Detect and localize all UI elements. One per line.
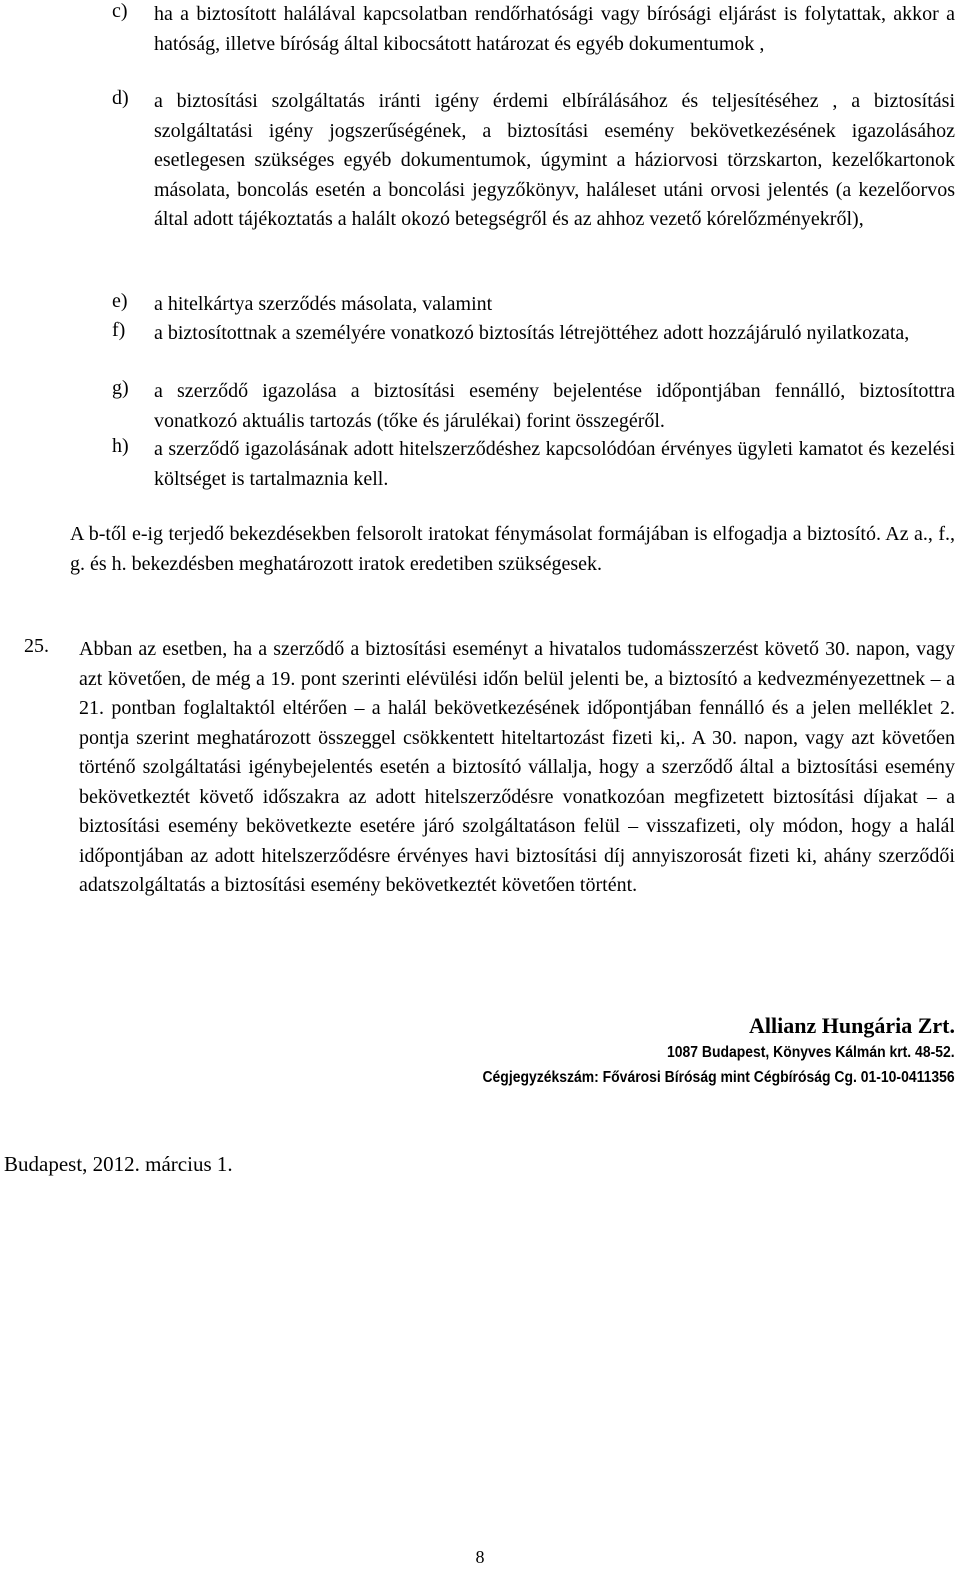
company-name: Allianz Hungária Zrt. [749,1013,955,1038]
list-marker: c) [112,0,128,22]
page-number: 8 [475,1547,485,1567]
list-item-text: a biztosítási szolgáltatás iránti igény érdemi elbírálásához és teljesítéséhez , a biztosítási szolgáltatási igény jogszerűségének, a biztosítási esemény bekövetkezésének igazolásához esetlegesen szükséges egyéb dokumentumok, úgymint a háziorvosi törzskarton, kezelőkartonok másolata, boncolás esetén a boncolási jegyzőkönyv, haláleset utáni orvosi jelentés (a kezelőorvos által adott tájékoztatás a halált okozó betegségről és az ahhoz vezető kórelőzményekről), [154,90,955,230]
list-marker: e) [112,290,128,312]
list-marker: f) [112,319,126,341]
list-item-text: a szerződő igazolása a biztosítási esemény bejelentése időpontjában fennálló, biztosítottra vonatkozó aktuális tartozás (tőke és járulékai) forint összegéről. [154,380,955,432]
list-item-text: ha a biztosított halálával kapcsolatban rendőrhatósági vagy bírósági eljárást is folytattak, akkor a hatóság, illetve bíróság által kibocsátott határozat és egyéb dokumentumok , [154,3,955,55]
copy-acceptance-note: A b-től e-ig terjedő bekezdésekben felsorolt iratokat fénymásolat formájában is elfogadja a biztosító. Az a., f., g. és h. bekezdésben meghatározott iratok eredetiben szükségesek. [70,523,955,575]
list-marker: h) [112,435,129,457]
list-item-text: a szerződő igazolásának adott hitelszerződéshez kapcsolódóan érvényes ügyleti kamatot és kezelési költséget is tartalmaznia kell. [154,438,955,490]
company-address: 1087 Budapest, Könyves Kálmán krt. 48-52. [667,1044,955,1061]
list-item-text: a biztosítottnak a személyére vonatkozó biztosítás létrejöttéhez adott hozzájáruló nyilatkozata, [154,322,910,344]
list-marker: d) [112,87,129,109]
section-text: Abban az esetben, ha a szerződő a biztosítási eseményt a hivatalos tudomásszerzést követő 30. napon, vagy azt követően, de még a 19. pont szerinti elévülési időn belül jelenti be, a biztosító a kedvezményezettnek – a 21. pontban foglaltaktól eltérően – a halál bekövetkezésének időpontjában fennálló és a jelen melléklet 2. pontja szerint meghatározott összeggel csökkentett hiteltartozást fizeti ki,. A 30. napon, vagy azt követően történő szolgáltatási igénybejelentés esetén a biztosító vállalja, hogy a szerződő által a biztosítási esemény bekövetkeztét követő időszakra az adott hitelszerződésre vonatkozóan megfizetett biztosítási díjakat – a biztosítási esemény bekövetkezte esetére járó szolgáltatáson felül – visszafizeti, oly módon, hogy a halál időpontjában az adott hitelszerződésre érvényes havi biztosítási díj annyiszorosát fizeti ki, ahány szerződői adatszolgáltatás a biztosítási esemény bekövetkeztét követően történt. [79,638,955,896]
list-marker: g) [112,377,129,399]
section-number: 25. [24,635,49,657]
company-registry: Cégjegyzékszám: Fővárosi Bíróság mint Cégbíróság Cg. 01-10-0411356 [482,1069,955,1086]
place-date: Budapest, 2012. március 1. [4,1152,233,1176]
list-item-text: a hitelkártya szerződés másolata, valamint [154,293,493,315]
company-block [430,1012,955,1090]
